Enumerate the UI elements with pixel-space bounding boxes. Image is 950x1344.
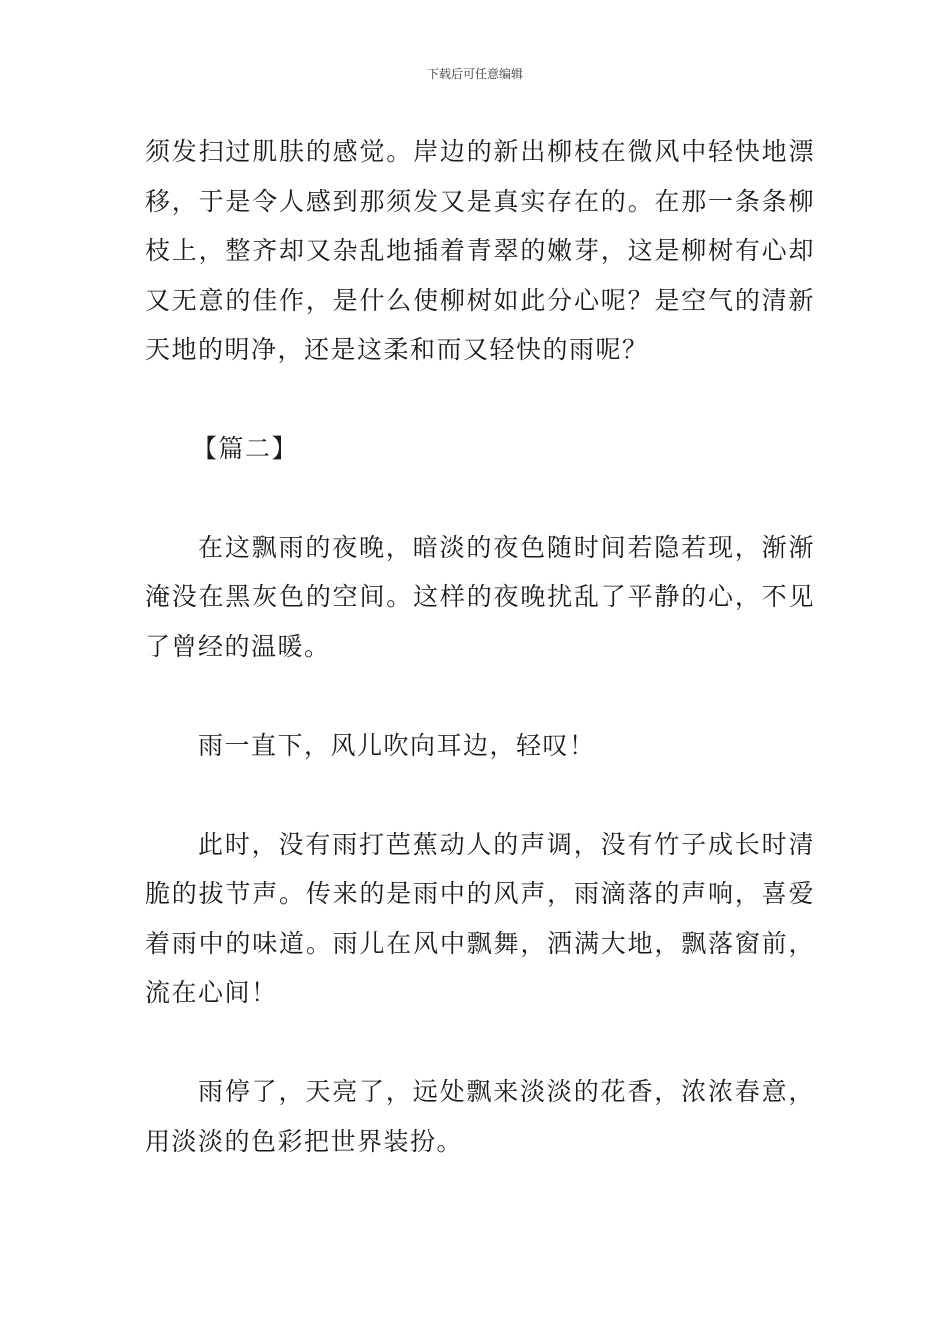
page-header-note: 下载后可任意编辑: [426, 67, 523, 81]
section-heading: 【篇二】: [192, 433, 299, 463]
paragraph: 雨一直下，风儿吹向耳边，轻叹！: [198, 730, 596, 760]
paragraph: 在这飘雨的夜晚，暗淡的夜色随时间若隐若现，渐渐淹没在黑灰色的空间。这样的夜晚扰乱了平静的心，不见了曾经的温暖。: [145, 532, 815, 661]
paragraph: 此时，没有雨打芭蕉动人的声调，没有竹子成长时清脆的拔节声。传来的是雨中的风声，雨滴落的声响，喜爱着雨中的味道。雨儿在风中飘舞，洒满大地，飘落窗前，流在心间！: [145, 829, 815, 1007]
paragraph: 雨停了，天亮了，远处飘来淡淡的花香，浓浓春意，用淡淡的色彩把世界装扮。: [145, 1077, 815, 1156]
article-body: [145, 127, 815, 1166]
paragraph-continued: 须发扫过肌肤的感觉。岸边的新出柳枝在微风中轻快地漂移，于是令人感到那须发又是真实存在的。在那一条条柳枝上，整齐却又杂乱地插着青翠的嫩芽，这是柳树有心却又无意的佳作，是什么使柳树如此分心呢？是空气的清新天地的明净，还是这柔和而又轻快的雨呢？: [145, 137, 815, 364]
